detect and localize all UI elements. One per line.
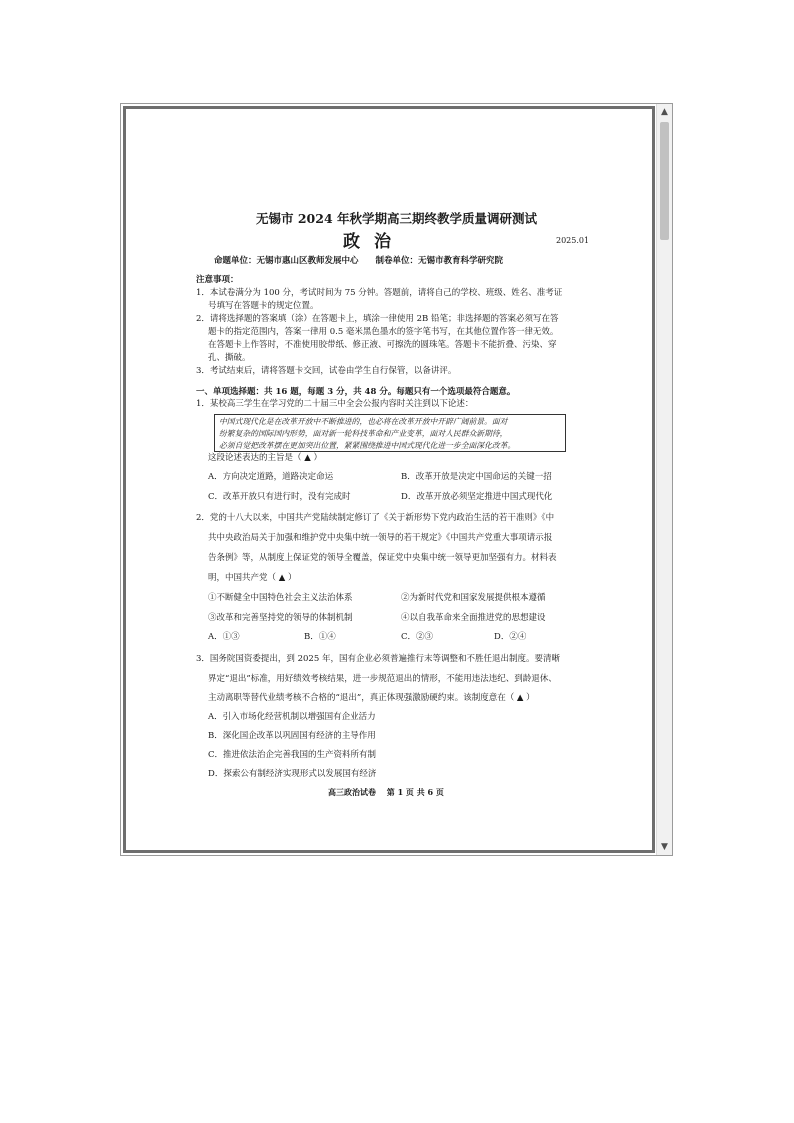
section-heading: 一、单项选择题：共 16 题，每题 3 分，共 48 分。每题只有一个选项最符合题意。 — [196, 387, 516, 397]
scroll-up-button[interactable] — [657, 104, 672, 120]
scroll-thumb[interactable] — [660, 122, 669, 240]
question-1-option-d: D．改革开放必须坚定推进中国式现代化 — [401, 492, 553, 502]
exam-page-content — [126, 109, 652, 850]
question-1-option-b: B．改革开放是决定中国命运的关键一招 — [401, 472, 552, 482]
question-3-option-d: D．探索公有制经济实现形式以发展国有经济 — [208, 769, 377, 779]
note-line: 孔、撕破。 — [208, 353, 251, 363]
vertical-scrollbar[interactable] — [656, 104, 672, 855]
note-line: 2．请将选择题的答案填（涂）在答题卡上，填涂一律使用 2B 铅笔；非选择题的答案必须写在答 — [196, 314, 559, 324]
question-1-option-c: C．改革开放只有进行时，没有完成时 — [208, 492, 351, 502]
question-2-statement-2: ②为新时代党和国家发展提供根本遵循 — [401, 593, 546, 603]
question-2-option-c: C．②③ — [401, 632, 434, 642]
question-1-ask: 这段论述表达的主旨是（ ▲ ） — [208, 453, 322, 463]
note-line: 在答题卡上作答时，不准使用胶带纸、修正液、可擦洗的圆珠笔。答题卡不能折叠、污染、穿 — [208, 340, 557, 350]
question-3-option-c: C．推进依法治企完善我国的生产资料所有制 — [208, 750, 377, 760]
document-viewer — [120, 103, 673, 856]
exam-date: 2025.01 — [556, 236, 590, 245]
quote-line: 中国式现代化是在改革开放中不断推进的，也必将在改革开放中开辟广阔前景。面对 — [219, 417, 508, 426]
quote-line: 纷繁复杂的国际国内形势，面对新一轮科技革命和产业变革，面对人民群众新期待， — [219, 429, 508, 438]
note-line: 号填写在答题卡的规定位置。 — [208, 301, 319, 311]
note-line: 题卡的指定范围内，答案一律用 0.5 毫米黑色墨水的签字笔书写，在其他位置作答一律无效。 — [208, 327, 559, 337]
question-2-option-a: A．①③ — [208, 632, 240, 642]
question-1-option-a: A．方向决定道路，道路决定命运 — [208, 472, 334, 482]
question-3-line: 界定“退出”标准，用好绩效考核结果，进一步规范退出的情形，不能用违法违纪、到龄退休、 — [208, 674, 557, 684]
chevron-down-icon: ▼ — [661, 842, 668, 852]
question-3-line: 3．国务院国资委提出，到 2025 年，国有企业必须普遍推行末等调整和不胜任退出制度。要清晰 — [196, 654, 560, 664]
subject-heading: 政治 — [343, 232, 405, 252]
question-2-statement-1: ①不断健全中国特色社会主义法治体系 — [208, 593, 353, 603]
question-1-quote — [214, 414, 566, 452]
exam-setters: 命题单位：无锡市惠山区教师发展中心 制卷单位：无锡市教育科学研究院 — [214, 256, 504, 266]
question-2-statement-4: ④以自我革命来全面推进党的思想建设 — [401, 613, 546, 623]
question-2-statement-3: ③改革和完善坚持党的领导的体制机制 — [208, 613, 353, 623]
question-2-line: 共中央政治局关于加强和维护党中央集中统一领导的若干规定》《中国共产党重大事项请示报 — [208, 533, 553, 543]
chevron-up-icon: ▲ — [661, 107, 668, 117]
note-line: 1．本试卷满分为 100 分，考试时间为 75 分钟。答题前，请将自己的学校、班级、姓名、准考证 — [196, 288, 563, 298]
question-2-option-b: B．①④ — [304, 632, 336, 642]
question-1-stem: 1．某校高三学生在学习党的二十届三中全会公报内容时关注到以下论述： — [196, 399, 474, 409]
question-2-line: 明，中国共产党（ ▲ ） — [208, 573, 297, 583]
question-3-option-a: A．引入市场化经营机制以增强国有企业活力 — [208, 712, 376, 722]
question-2-line: 2．党的十八大以来，中国共产党陆续制定修订了《关于新形势下党内政治生活的若干准则》《中 — [196, 513, 555, 523]
question-2-option-d: D．②④ — [494, 632, 527, 642]
question-2-line: 告条例》等，从制度上保证党的领导全覆盖，保证党中央集中统一领导更加坚强有力。材料表 — [208, 553, 557, 563]
question-3-line: 主动离职等替代业绩考核不合格的“退出”，真正体现强激励硬约束。该制度意在（ ▲ ） — [208, 693, 535, 703]
page — [123, 106, 655, 853]
quote-line: 必须自觉把改革摆在更加突出位置，紧紧围绕推进中国式现代化进一步全面深化改革。 — [219, 441, 516, 450]
note-line: 3．考试结束后，请将答题卡交回，试卷由学生自行保管，以备讲评。 — [196, 366, 457, 376]
scroll-down-button[interactable] — [657, 839, 672, 855]
exam-title: 无锡市 2024 年秋学期高三期终教学质量调研测试 — [256, 211, 537, 226]
question-3-option-b: B．深化国企改革以巩固国有经济的主导作用 — [208, 731, 376, 741]
page-footer: 高三政治试卷 第 1 页 共 6 页 — [328, 787, 444, 797]
notes-heading: 注意事项： — [196, 275, 239, 285]
